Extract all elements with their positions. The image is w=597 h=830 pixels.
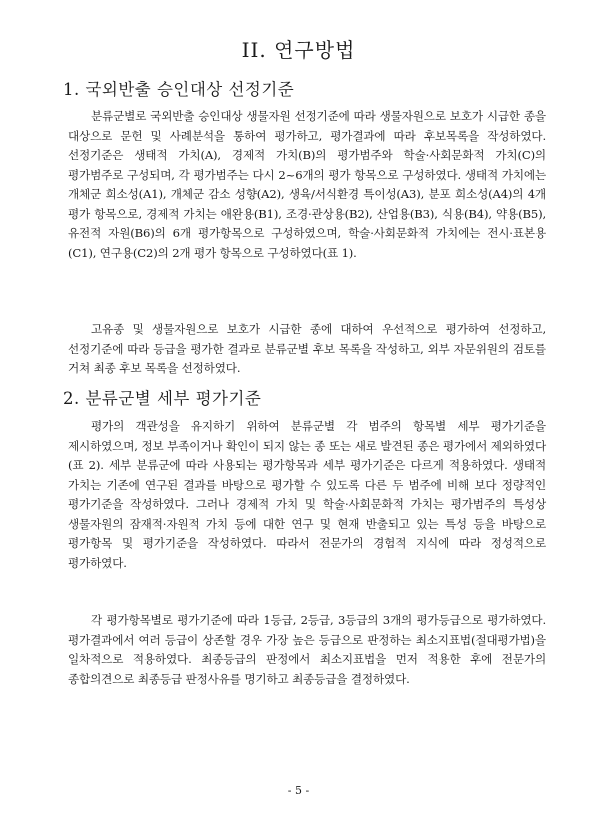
section-2-paragraph-1: 평가의 객관성을 유지하기 위하여 분류군별 각 범주의 항목별 세부 평가기준을 제시하였으며, 정보 부족이거나 확인이 되지 않는 종 또는 새로 발견된 종은 평가에서 제외하였다(표 2). 세부 분류군에 따라 사용되는 평가항목과 세부 평가기준은 다르게 적용하였다. 생태적 가치는 기존에 연구된 결과를 바탕으로 평가할 수 있도록 다른 두 범주에 비해 보다 정량적인 평가기준을 작성하였다. 그러나 경제적 가치 및 학술·사회문화적 가치는 평가범주의 특성상 생물자원의 잠재적·자원적 가치 등에 대한 연구 및 현재 반출되고 있는 특성 등을 바탕으로 평가항목 및 평가기준을 작성하였다. 따라서 전문가의 경험적 지식에 따라 정성적으로 평가하였다.	[68, 419, 546, 570]
chapter-title: II. 연구방법	[241, 38, 356, 62]
section-1-paragraph-2: 고유종 및 생물자원으로 보호가 시급한 종에 대하여 우선적으로 평가하여 선정하고, 선정기준에 따라 등급을 평가한 결과로 분류군별 후보 목록을 작성하고, 외부 자문위원의 검토를 거쳐 최종 후보 목록을 선정하였다.	[68, 322, 546, 375]
section-2-paragraph-2: 각 평가항목별로 평가기준에 따라 1등급, 2등급, 3등급의 3개의 평가등급으로 평가하였다. 평가결과에서 여러 등급이 상존할 경우 가장 높은 등급으로 판정하는 최소지표법(절대평가법)을 일차적으로 적용하였다. 최종등급의 판정에서 최소지표법을 먼저 적용한 후에 전문가의 종합의견으로 최종등급 판정사유를 명기하고 최종등급을 결정하였다.	[68, 613, 546, 686]
section-heading-2: 2. 분류군별 세부 평가기준	[63, 389, 262, 408]
section-heading-1: 1. 국외반출 승인대상 선정기준	[63, 80, 295, 99]
page-number: - 5 -	[287, 784, 310, 797]
section-1-paragraph-1: 분류군별로 국외반출 승인대상 생물자원 선정기준에 따라 생물자원으로 보호가 시급한 종을 대상으로 문헌 및 사례분석을 통하여 평가하고, 평가결과에 따라 후보목록을 작성하였다. 선정기준은 생태적 가치(A), 경제적 가치(B)의 평가범주와 학술·사회문화적 가치(C)의 평가범주로 구성되며, 각 평가범주는 다시 2~6개의 평가 항목으로 구성하였다. 생태적 가치에는 개체군 희소성(A1), 개체군 감소 성향(A2), 생육/서식환경 특이성(A3), 분포 희소성(A4)의 4개 평가 항목으로, 경제적 가치는 애완용(B1), 조경·관상용(B2), 산업용(B3), 식용(B4), 약용(B5), 유전적 자원(B6)의 6개 평가항목으로 구성하였으며, 학술·사회문화적 가치에는 전시·표본용(C1), 연구용(C2)의 2개 평가 항목으로 구성하였다(표 1).	[68, 109, 546, 260]
